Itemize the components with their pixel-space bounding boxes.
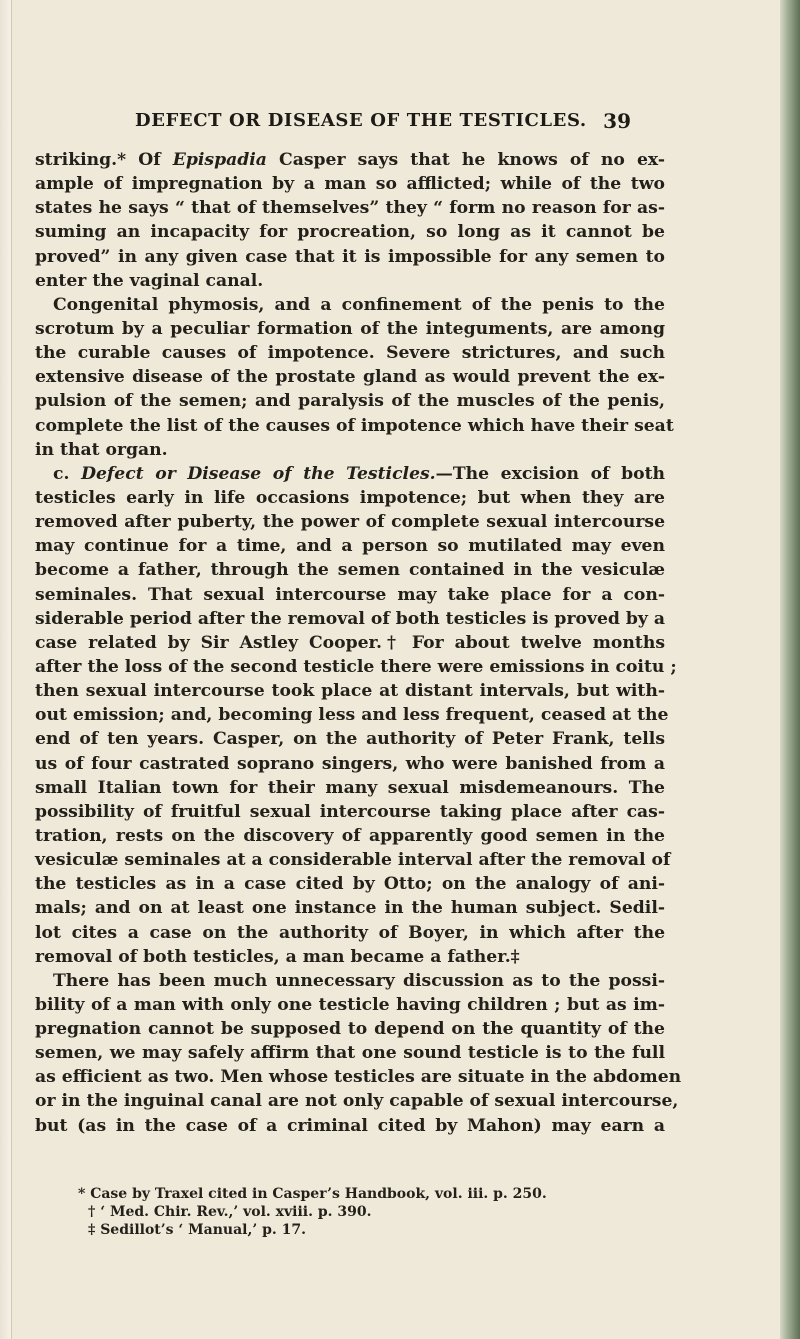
text-segment: Casper says that he knows of no ex-: [266, 150, 665, 170]
italic-segment: Epispadia: [172, 150, 267, 170]
page-right-edge: [780, 0, 800, 1339]
text-segment: siderable period after the removal of both testicles is proved by a: [35, 608, 666, 629]
text-line: [35, 607, 665, 631]
text-segment: after the loss of the second testicle there were emissions in coitu ;: [35, 656, 677, 677]
text-segment: c.: [53, 463, 82, 484]
footnote-2: † ‘ Med. Chir. Rev.,’ vol. xviii. p. 390.: [88, 1204, 372, 1220]
text-segment: seminales. That sexual intercourse may take place for a con-: [35, 584, 665, 605]
text-segment: complete the list of the causes of impotence which have their seat: [35, 415, 674, 436]
text-segment: striking.* Of: [35, 150, 173, 170]
footnote-3: ‡ Sedillot’s ‘ Manual,’ p. 17.: [88, 1222, 306, 1238]
text-segment: then sexual intercourse took place at distant intervals, but with-: [35, 681, 665, 702]
text-segment: vesiculæ seminales at a considerable interval after the removal of: [35, 850, 671, 871]
running-title: DEFECT OR DISEASE OF THE TESTICLES.: [135, 110, 587, 131]
text-segment: the curable causes of impotence. Severe strictures, and such: [35, 343, 665, 364]
footnotes: [78, 1185, 638, 1239]
text-segment: pregnation cannot be supposed to depend on the quantity of the: [35, 1019, 665, 1040]
text-line: [35, 921, 665, 945]
text-segment: ample of impregnation by a man so afflicted; while of the two: [35, 174, 665, 195]
text-line: [35, 1017, 665, 1041]
page-left-edge: [0, 0, 12, 1339]
text-line: [35, 969, 665, 993]
text-line: [35, 800, 665, 824]
text-segment: Congenital phymosis, and a confinement of the penis to the: [53, 294, 665, 315]
text-line: [35, 558, 665, 582]
text-segment: There has been much unnecessary discussion as to the possi-: [53, 970, 665, 991]
text-segment: or in the inguinal canal are not only capable of sexual intercourse,: [35, 1091, 679, 1112]
text-line: [35, 703, 669, 727]
text-line: [35, 848, 671, 872]
text-segment: enter the vaginal canal.: [35, 270, 264, 291]
text-segment: extensive disease of the prostate gland as would prevent the ex-: [35, 367, 665, 388]
text-segment: —The excision of both: [435, 463, 665, 484]
text-line: [35, 245, 665, 269]
text-line: [35, 148, 665, 172]
text-line: [35, 993, 665, 1017]
text-line: [35, 631, 665, 655]
page-number: 39: [603, 109, 631, 133]
text-line: [35, 462, 665, 486]
text-line: [35, 220, 665, 244]
text-segment: case related by Sir Astley Cooper.† For about twelve months: [35, 632, 665, 653]
text-line: [35, 486, 665, 510]
text-line: [35, 317, 665, 341]
text-line: [35, 1089, 679, 1113]
text-segment: scrotum by a peculiar formation of the integuments, are among: [35, 318, 665, 339]
text-segment: mals; and on at least one instance in the human subject. Sedil-: [35, 898, 665, 919]
text-line: [35, 389, 665, 413]
text-line: [35, 293, 665, 317]
text-segment: as efficient as two. Men whose testicles are situate in the abdomen: [35, 1067, 682, 1088]
text-line: [35, 534, 665, 558]
text-line: [35, 896, 665, 920]
text-line: [35, 945, 665, 969]
text-segment: testicles early in life occasions impotence; but when they are: [35, 487, 665, 508]
footnote-1: * Case by Traxel cited in Casper’s Handbook, vol. iii. p. 250.: [78, 1186, 547, 1202]
text-line: [35, 1065, 682, 1089]
text-segment: bility of a man with only one testicle having children ; but as im-: [35, 994, 665, 1015]
body-text: [35, 148, 682, 1138]
text-segment: us of four castrated soprano singers, who were banished from a: [35, 753, 665, 774]
text-line: [35, 196, 665, 220]
text-line: [35, 776, 665, 800]
text-line: [35, 365, 665, 389]
text-line: [35, 414, 674, 438]
text-segment: suming an incapacity for procreation, so long as it cannot be: [35, 222, 665, 243]
text-segment: but (as in the case of a criminal cited by Mahon) may earn a: [35, 1115, 665, 1136]
text-segment: removal of both testicles, a man became a father.‡: [35, 946, 520, 967]
text-line: [35, 655, 677, 679]
text-line: [35, 1114, 665, 1138]
text-line: [35, 727, 665, 751]
text-segment: tration, rests on the discovery of apparently good semen in the: [35, 825, 665, 846]
text-line: [35, 583, 665, 607]
text-line: [35, 679, 665, 703]
text-line: [35, 269, 665, 293]
text-line: [35, 752, 665, 776]
text-line: [35, 872, 665, 896]
italic-segment: Defect or Disease of the Testicles.: [81, 463, 436, 484]
text-segment: the testicles as in a case cited by Otto; on the analogy of ani-: [35, 874, 665, 895]
text-line: [35, 172, 665, 196]
text-segment: states he says “ that of themselves” they “ form no reason for as-: [35, 198, 665, 219]
text-segment: lot cites a case on the authority of Boyer, in which after the: [35, 922, 665, 943]
text-segment: out emission; and, becoming less and less frequent, ceased at the: [35, 705, 669, 726]
text-segment: become a father, through the semen contained in the vesiculæ: [35, 560, 665, 581]
page-header: [35, 110, 631, 136]
text-segment: removed after puberty, the power of complete sexual intercourse: [35, 512, 665, 533]
text-line: [35, 438, 665, 462]
text-segment: may continue for a time, and a person so mutilated may even: [35, 536, 665, 557]
text-line: [35, 824, 665, 848]
text-segment: semen, we may safely affirm that one sound testicle is to the full: [35, 1043, 665, 1064]
text-segment: pulsion of the semen; and paralysis of the muscles of the penis,: [35, 391, 665, 412]
text-line: [35, 510, 665, 534]
text-segment: in that organ.: [35, 439, 168, 460]
text-line: [35, 341, 665, 365]
text-line: [35, 1041, 665, 1065]
text-segment: end of ten years. Casper, on the authority of Peter Frank, tells: [35, 729, 665, 750]
text-segment: possibility of fruitful sexual intercourse taking place after cas-: [35, 801, 665, 822]
text-segment: small Italian town for their many sexual misdemeanours. The: [35, 777, 665, 798]
text-segment: proved” in any given case that it is impossible for any semen to: [35, 246, 665, 267]
